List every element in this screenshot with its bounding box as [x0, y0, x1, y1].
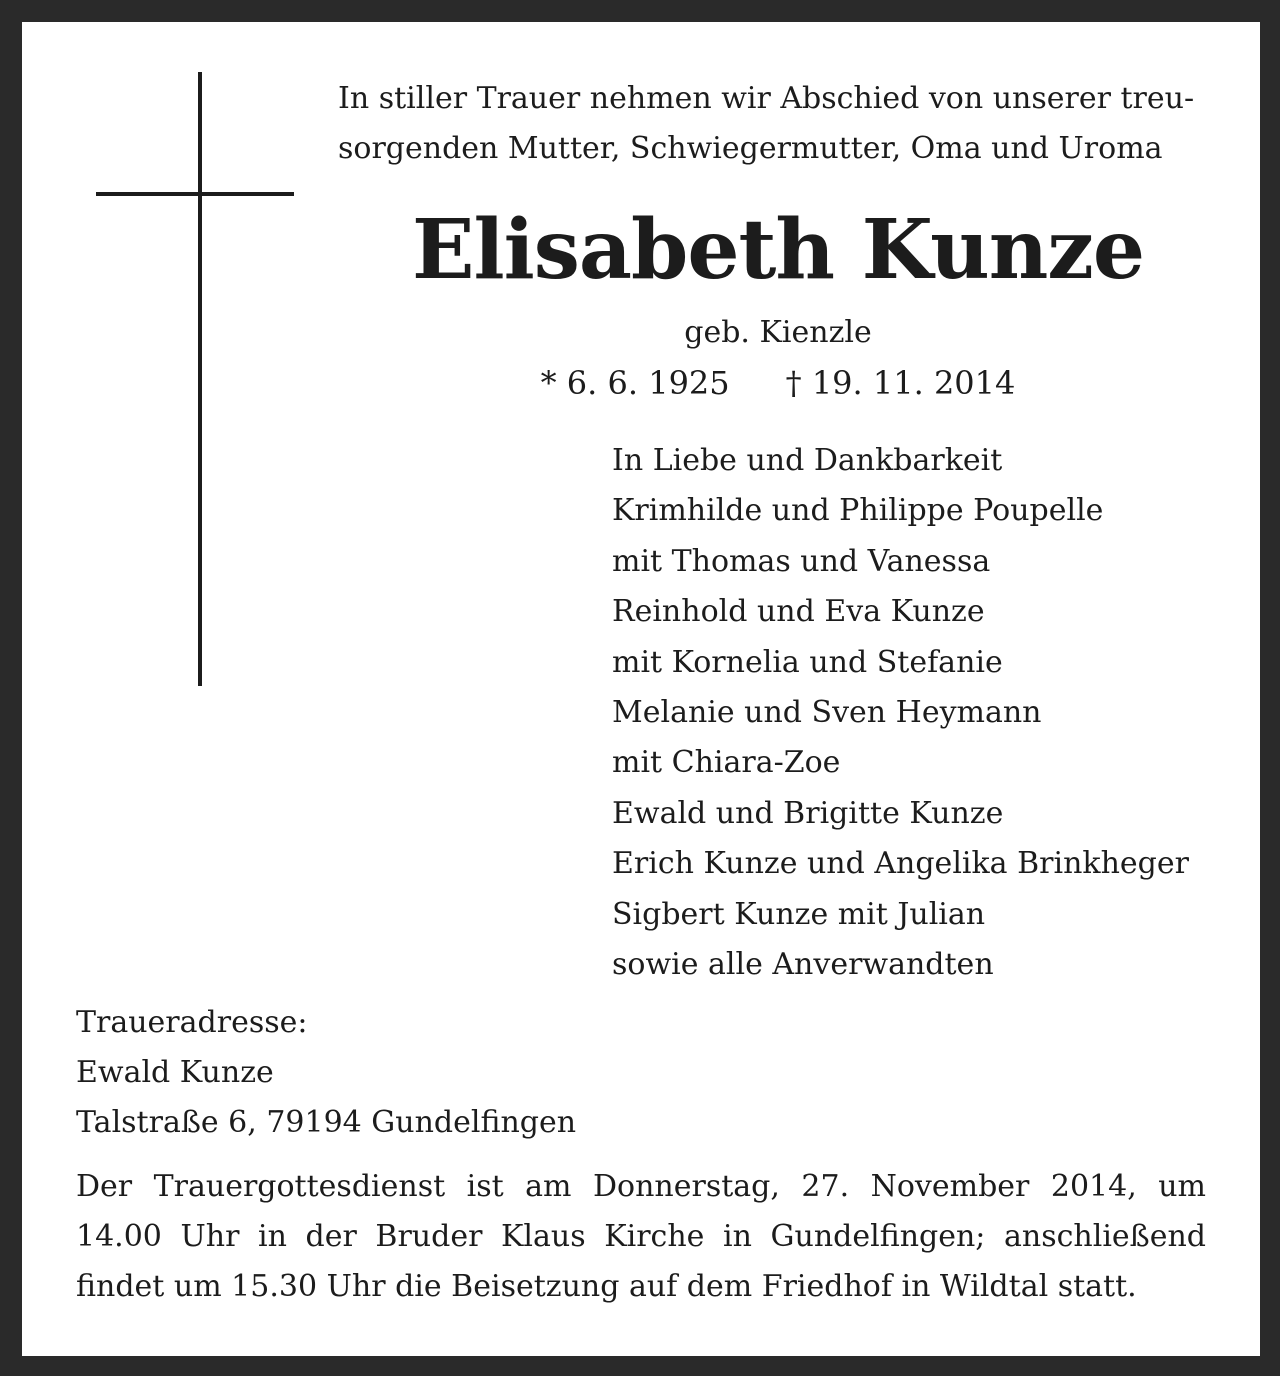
mourner-line: Reinhold und Eva Kunze [612, 594, 985, 630]
cross-vertical-bar [198, 72, 202, 686]
mourner-line: mit Kornelia und Stefanie [612, 644, 1003, 680]
address-label: Traueradresse: [76, 1005, 308, 1040]
birth-date: * 6. 6. 1925 [540, 364, 730, 402]
mourner-line: Sigbert Kunze mit Julian [612, 896, 986, 932]
service-line-3: findet um 15.30 Uhr die Beisetzung auf dem Friedhof in Wildtal statt. [76, 1269, 1137, 1304]
mourner-line: Krimhilde und Philippe Poupelle [612, 493, 1104, 529]
intro-line-1: In stiller Trauer nehmen wir Abschied von unserer treu- [338, 81, 1195, 116]
mourner-line: sowie alle Anverwandten [612, 947, 994, 983]
cross-horizontal-bar [96, 192, 294, 196]
mourner-line: mit Chiara-Zoe [612, 745, 841, 781]
intro-line-2: sorgenden Mutter, Schwiegermutter, Oma und Uroma [338, 131, 1163, 166]
obituary-notice [22, 22, 1260, 1356]
service-line-2: 14.00 Uhr in der Bruder Klaus Kirche in Gundelfingen; anschließend [76, 1219, 1206, 1254]
mourner-line: In Liebe und Dankbarkeit [612, 443, 1003, 478]
address-street: Talstraße 6, 79194 Gundelfingen [76, 1105, 577, 1140]
death-date: † 19. 11. 2014 [785, 364, 1016, 402]
intro-text [338, 74, 1218, 174]
address-name: Ewald Kunze [76, 1055, 274, 1090]
maiden-name: geb. Kienzle [684, 315, 872, 350]
mourner-line: Ewald und Brigitte Kunze [612, 795, 1004, 831]
mourners-list [612, 436, 1232, 990]
mourning-address [76, 998, 776, 1148]
funeral-service-info [76, 1162, 1206, 1312]
mourner-line: Melanie und Sven Heymann [612, 695, 1042, 731]
mourner-line: Erich Kunze und Angelika Brinkheger [612, 846, 1189, 882]
mourner-line: mit Thomas und Vanessa [612, 543, 991, 579]
deceased-name: Elisabeth Kunze [411, 202, 1145, 298]
service-line-1: Der Trauergottesdienst ist am Donnerstag, 27. November 2014, um [76, 1169, 1206, 1204]
life-dates [338, 358, 1218, 408]
